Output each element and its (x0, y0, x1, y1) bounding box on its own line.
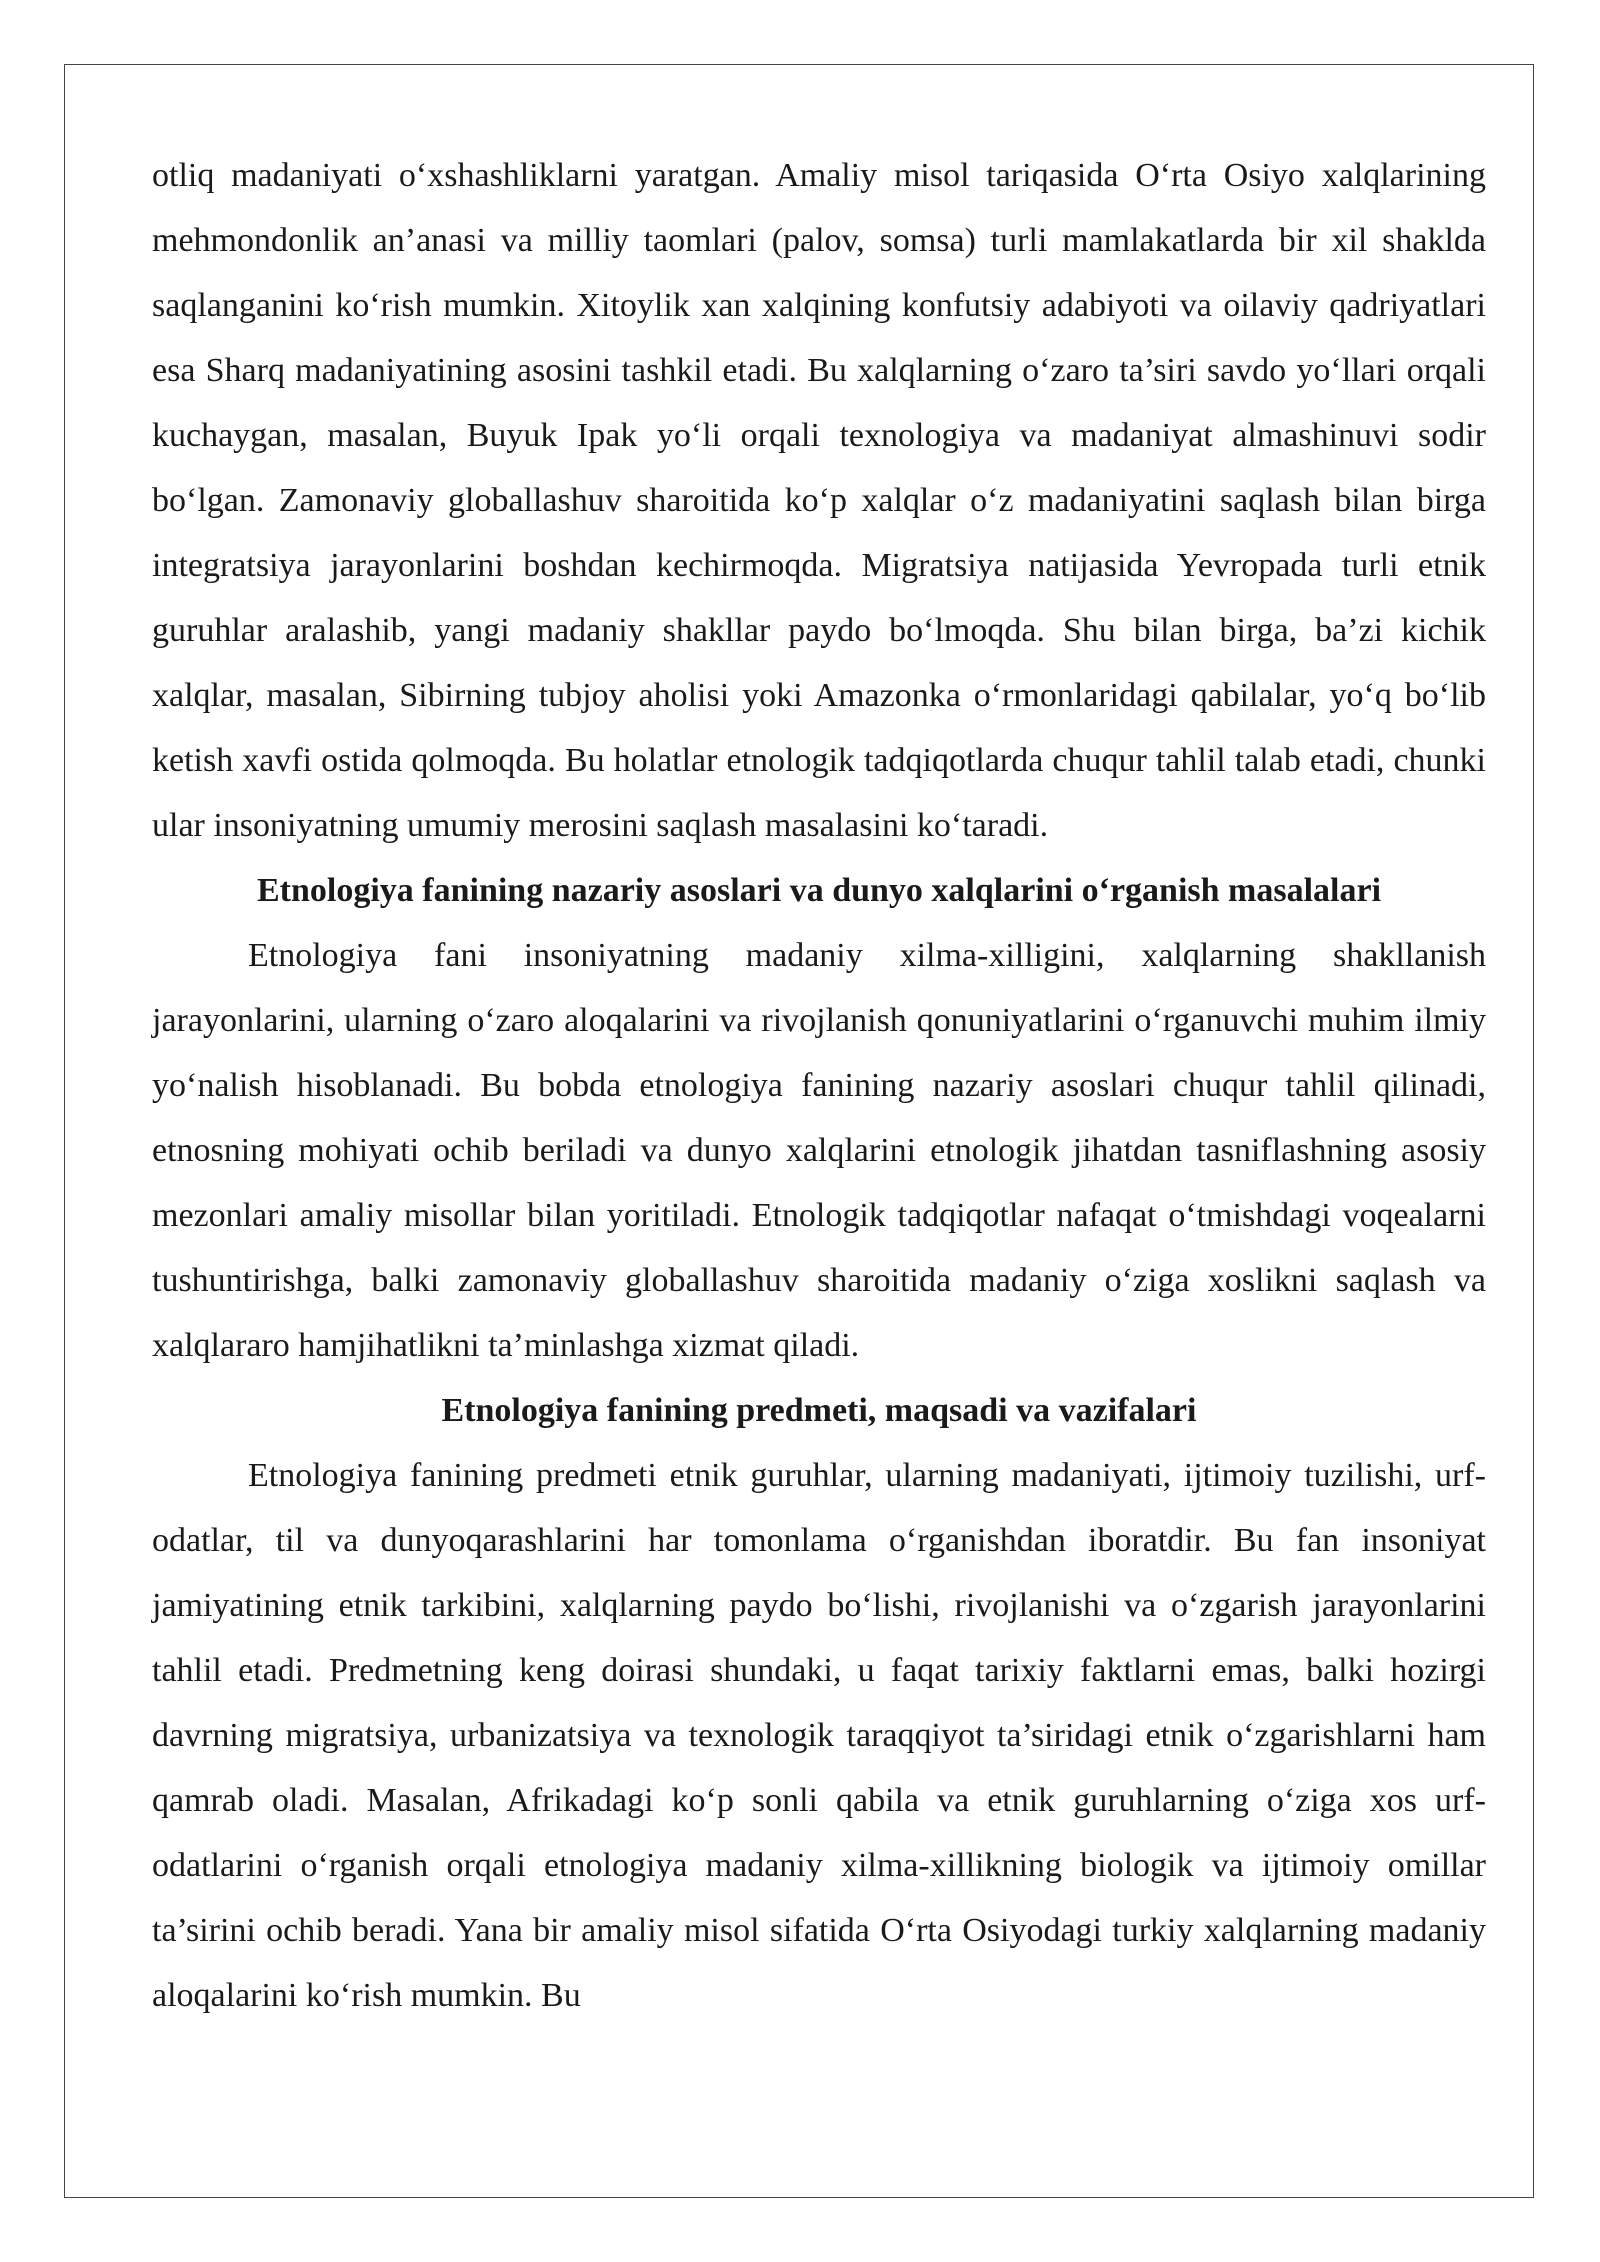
document-body (152, 143, 1486, 2028)
section-heading: Etnologiya fanining nazariy asoslari va dunyo xalqlarini o‘rganish masalalari (256, 872, 1382, 909)
paragraph-continued: otliq madaniyati o‘xshashliklarni yaratgan. Amaliy misol tariqasida O‘rta Osiyo xalqlarining mehmondonlik an’anasi va milliy taomlari (palov, somsa) turli mamlakatlarda bir xil shaklda saqlanganini ko‘rish mumkin. Xitoylik xan xalqining konfutsiy adabiyoti va oilaviy qadriyatlari esa Sharq madaniyatining asosini tashkil etadi. Bu xalqlarning o‘zaro ta’siri savdo yo‘llari orqali kuchaygan, masalan, Buyuk Ipak yo‘li orqali texnologiya va madaniyat almashinuvi sodir bo‘lgan. Zamonaviy globallashuv sharoitida ko‘p xalqlar o‘z madaniyatini saqlash bilan birga integratsiya jarayonlarini boshdan kechirmoqda. Migratsiya natijasida Yevropada turli etnik guruhlar aralashib, yangi madaniy shakllar paydo bo‘lmoqda. Shu bilan birga, ba’zi kichik xalqlar, masalan, Sibirning tubjoy aholisi yoki Amazonka o‘rmonlaridagi qabilalar, yo‘q bo‘lib ketish xavfi ostida qolmoqda. Bu holatlar etnologik tadqiqotlarda chuqur tahlil talab etadi, chunki ular insoniyatning umumiy merosini saqlash masalasini ko‘taradi. (152, 157, 1486, 844)
paragraph: Etnologiya fanining predmeti etnik guruhlar, ularning madaniyati, ijtimoiy tuzilishi, urf-odatlar, til va dunyoqarashlarini har tomonlama o‘rganishdan iboratdir. Bu fan insoniyat jamiyatining etnik tarkibini, xalqlarning paydo bo‘lishi, rivojlanishi va o‘zgarish jarayonlarini tahlil etadi. Predmetning keng doirasi shundaki, u faqat tarixiy faktlarni emas, balki hozirgi davrning migratsiya, urbanizatsiya va texnologik taraqqiyot ta’siridagi etnik o‘zgarishlarni ham qamrab oladi. Masalan, Afrikadagi ko‘p sonli qabila va etnik guruhlarning o‘ziga xos urf-odatlarini o‘rganish orqali etnologiya madaniy xilma-xillikning biologik va ijtimoiy omillar ta’sirini ochib beradi. Yana bir amaliy misol sifatida O‘rta Osiyodagi turkiy xalqlarning madaniy aloqalarini ko‘rish mumkin. Bu (152, 1457, 1486, 2014)
subsection-heading: Etnologiya fanining predmeti, maqsadi va vazifalari (441, 1392, 1197, 1429)
paragraph: Etnologiya fani insoniyatning madaniy xilma-xilligini, xalqlarning shakllanish jarayonlarini, ularning o‘zaro aloqalarini va rivojlanish qonuniyatlarini o‘rganuvchi muhim ilmiy yo‘nalish hisoblanadi. Bu bobda etnologiya fanining nazariy asoslari chuqur tahlil qilinadi, etnosning mohiyati ochib beriladi va dunyo xalqlarini etnologik jihatdan tasniflashning asosiy mezonlari amaliy misollar bilan yoritiladi. Etnologik tadqiqotlar nafaqat o‘tmishdagi voqealarni tushuntirishga, balki zamonaviy globallashuv sharoitida madaniy o‘ziga xoslikni saqlash va xalqlararo hamjihatlikni ta’minlashga xizmat qiladi. (152, 937, 1486, 1364)
